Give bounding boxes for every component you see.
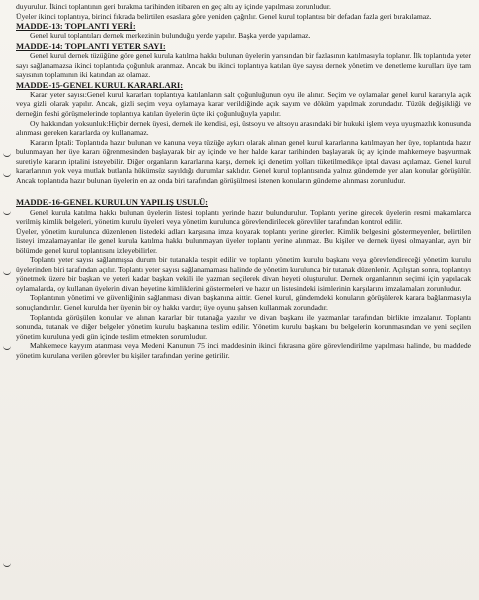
madde-14-heading: MADDE-14: TOPLANTI YETER SAYI: — [16, 40, 166, 51]
madde-16-heading: MADDE-16-GENEL KURULUN YAPILIŞ USULÜ: — [16, 197, 209, 208]
margin-tick-mark — [3, 562, 11, 567]
madde-16-paragraph-3: Toplantı yeter sayısı sağlanmışsa durum bir tutanakla tespit edilir ve toplantı yönetim kurulu başkanı veya görevlendireceği yönetim kurulu üyelerinden biri tarafından açılır. Toplantı yeter sayısı sağlanamaması halinde de yönetim kurulunca bir tutanak düzenlenir. Açılıştan sonra, toplantıyı yönetmek üzere bir başkan ve yeteri kadar başkan vekili ile yazman seçilerek divan heyeti oluşturulur. Dernek organlarının seçimi için yapılacak oylamalarda, oy kullanan üyelerin divan heyetine kimliklerini göstermeleri ve hazır un listesindeki isimlerinin karşılarını imzalamaları zorunludur. — [16, 255, 471, 293]
madde-15-heading: MADDE-15-GENEL KURUL KARARLARI: — [16, 79, 184, 90]
madde-14-text: Genel kurul dernek tüzüğüne göre genel kurula katılma hakkı bulunan üyelerin yarısından bir fazlasının katılmasıyla toplanır. İlk toplantıda yeter sayı sağlanamazsa ikinci toplantıda çoğunluk aranmaz. Ancak bu ikinci toplantıya katılan üye sayısı dernek yönetim ve denetleme kurulları üye tam sayısının toplamının iki katından az olamaz. — [16, 51, 471, 80]
madde-16-paragraph-1: Genel kurula katılma hakkı bulunan üyelerin listesi toplantı yerinde hazır bulundurulur. Toplantı yerine girecek üyelerin resmi makamlarca verilmiş kimlik belgeleri, yönetim kurulu üyeleri veya yönetim kurulunca görevlendirilecek görevliler tarafından kontrol edilir. — [16, 207, 471, 227]
madde-16-paragraph-2: Üyeler, yönetim kurulunca düzenlenen listedeki adları karşısına imza koyarak toplantı yerine girerler. Kimlik belgesini göstermeyenler, belirtilen listeyi imzalamayanlar ile genel kurula katılma hakkı bulunmayan üyeler toplantı yerine alınmaz. Bu kişiler ve dernek üyesi olmayanlar, ayrı bir bölümde genel kurul toplantısını izleyebilirler. — [16, 226, 471, 255]
madde-13-text: Genel kurul toplantıları dernek merkezinin bulunduğu yerde yapılır. Başka yerde yapılamaz. — [30, 31, 311, 41]
margin-tick-mark — [3, 152, 11, 157]
madde-16-paragraph-5: Toplantıda görüşülen konular ve alınan kararlar bir tutanağa yazılır ve divan başkanı ile yazmanlar tarafından birlikte imzalanır. Toplantı sonunda, tutanak ve diğer belgeler yönetim kurulu başkanına teslim edilir. Yönetim kurulu başkanı bu belgelerin korunmasından ve yeni seçilen yönetim kuruluna yedi gün içinde teslim etmekten sorumludur. — [16, 312, 471, 341]
margin-tick-mark — [3, 210, 11, 215]
section-spacer — [16, 185, 471, 191]
top-paragraph-1: duyurulur. İkinci toplantının geri bırakma tarihinden itibaren en geç altı ay içinde yapılması zorunludur. — [16, 2, 331, 11]
madde-13-heading: MADDE-13: TOPLANTI YERİ: — [16, 21, 136, 32]
margin-tick-mark — [3, 270, 11, 275]
madde-15-paragraph-3: Kararın İptali: Toplantıda hazır bulunan ve kanuna veya tüzüğe aykırı olarak alınan genel kurul kararlarına katılmayan her üye, toplantıda hazır bulunmayan her üye kararı öğrenmesinden başlayarak bir ay içinde ve her halde karar tarihinden başlayarak üç ay içinde mahkemeye başvurmak suretiyle kararın iptalini isteyebilir. Diğer organların kararlarına karşı, dernek içi denetim yolları tüketilmedikçe iptal davası açılamaz. Genel kurul kararlarının yok veya mutlak butlanla hükümsüz sayıldığı durumlar saklıdır. Genel kurul toplantısında yalnız gündemde yer alan konular görüşülür. Ancak toplantıda hazır bulunan üyelerin en az onda biri tarafından görüşülmesi istenen konuların gündeme alınması zorunludur. — [16, 137, 471, 185]
margin-tick-mark — [3, 172, 11, 177]
madde-15-paragraph-1: Karar yeter sayısı:Genel kurul kararları toplantıya katılanların salt çoğunluğunun oyu ile alınır. Seçim ve oylamalar genel kurul kararıyla açık veya gizli olarak yapılır. Ancak, gizli seçim veya oylamaya karar verildiğinde açık sayım ve döküm yapılmak zorundadır. Tüzük değişikliği ve derneğin feshi görüşmelerinde toplantıya katılan üyelerin üçte iki çoğunluğuyla yapılır. — [16, 89, 471, 118]
madde-16-paragraph-4: Toplantının yönetimi ve güvenliğinin sağlanması divan başkanına aittir. Genel kurul, gündemdeki konuların görüşülerek karara bağlanmasıyla sonuçlandırılır. Genel kurulda her üyenin bir oy hakkı vardır; üye oyunu şahsen kullanmak zorundadır. — [16, 293, 471, 313]
top-paragraph-2: Üyeler ikinci toplantıya, birinci fıkrada belirtilen esaslara göre yeniden çağrılır. Genel kurul toplantısı bir defadan fazla geri bırakılamaz. — [16, 11, 432, 21]
margin-tick-mark — [3, 345, 11, 350]
madde-16-paragraph-6: Mahkemece kayyım atanması veya Medeni Kanunun 75 inci maddesinin ikinci fıkrasına göre görevlendirilme yapılması halinde, bu maddede yönetim kurulana verilen görevler bu kişiler tarafından yerine getirilir. — [16, 341, 471, 360]
madde-15-paragraph-2: Oy hakkından yoksunluk:Hiçbir dernek üyesi, dernek ile kendisi, eşi, üstsoyu ve altsoyu arasındaki bir hukuki işlem veya uyuşmazlık konusunda alınması gereken kararlarda oy kullanamaz. — [16, 118, 471, 138]
